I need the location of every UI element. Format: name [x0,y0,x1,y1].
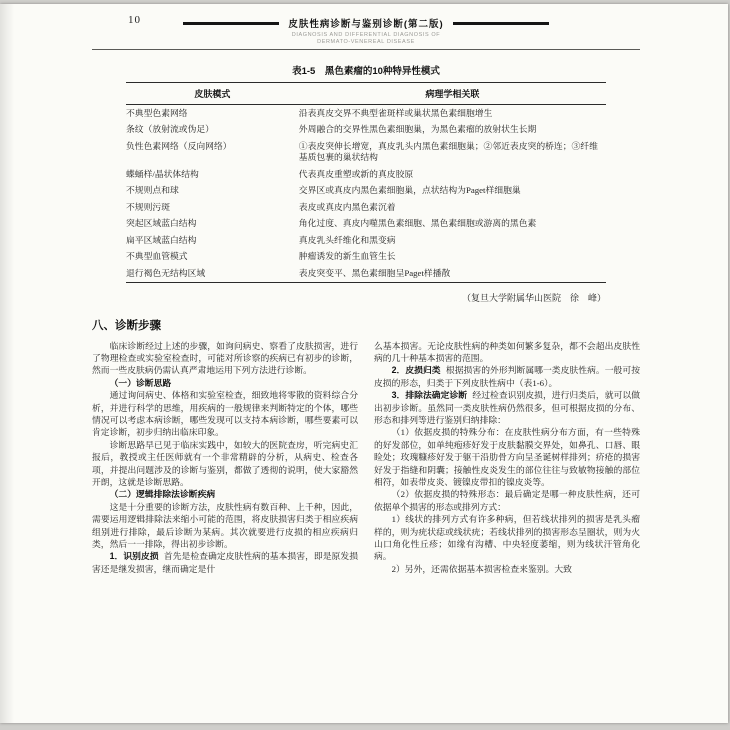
book-subtitle [92,32,640,46]
correlation-cell: 表皮或真皮内黑色素沉着 [298,201,396,212]
table-row [126,183,606,200]
list-item-lead: 3．排除法确定诊断 [391,390,468,401]
table-row [126,265,606,282]
paragraph: 通过询问病史、体格和实验室检查，细致地将零散的资料综合分析，并进行科学的思维，用疾病的一般规律来判断特定的个体，哪些情况可以考虑本病诊断，哪些发现可以支持本病诊断，哪些要素可以肯定诊断，初步归纳出临床印象。 [92,390,358,438]
table-header-row [126,83,606,105]
correlation-cell: 肿瘤诱发的新生血管生长 [298,251,396,261]
table-row [126,166,606,183]
table-caption: 表1-5 黑色素瘤的10种特异性模式 [292,66,440,77]
list-item-text: 根据损害的外形判断属哪一类皮肤性病。一般可按皮损的形态，归类于下列皮肤性病中（表1-6）。 [374,365,640,388]
table-row [126,138,606,166]
list-item-text: 首先是检查确定皮肤性病的基本损害，即是原发损害还是继发损害，继而确定是什 [92,551,358,574]
body-columns [92,340,640,576]
page-number: 10 [128,14,141,26]
correlation-cell: 代表真皮重塑或新的真皮胶原 [298,168,414,179]
table-row [126,232,606,249]
pattern-cell: 条纹（放射流或伪足） [126,124,214,134]
header-divider [92,49,640,50]
table-row [126,249,606,266]
correlation-cell: 沿表真皮交界不典型雀斑样或巢状黑色素细胞增生 [298,107,493,118]
pattern-cell: 不规则点和球 [126,185,179,195]
page-header [92,12,640,50]
correlation-cell: 表皮突变平、黑色素细胞呈Paget样播散 [298,267,451,278]
list-item-lead: 2．皮损归类 [391,365,441,376]
title-rule-right [453,22,549,25]
pattern-cell: 退行褐色无结构区域 [126,267,206,278]
paragraph: 1）线状的排列方式有许多种病，但若线状排列的损害是乳头瘤样的，则为疣状痣或线状疣；若线状排列的损害形态呈圈状，则为火山口角化性丘疹；如缘有沟槽、中央轻度萎缩，则为线状汗管角化病。 [374,514,640,562]
list-item-lead: 1．识别皮损 [109,551,159,562]
paragraph: 临床诊断经过上述的步骤，如询问病史、察看了皮肤损害，进行了物理检查或实验室检查时，可能对所诊察的疾病已有初步的诊断，然而一些皮肤病仍需认真严肃地运用下列方法进行诊断。 [92,340,358,376]
correlation-cell: 外周融合的交界性黑色素细胞巢，为黑色素瘤的放射状生长期 [298,124,537,134]
paragraph [374,364,640,389]
pattern-cell: 不典型血管模式 [126,251,188,261]
correlation-cell: 交界区或真皮内黑色素细胞巢，点状结构为Paget样细胞巢 [298,185,521,195]
correlation-cell: 角化过度、真皮内噬黑色素细胞、黑色素细胞或游离的黑色素 [298,218,537,228]
pattern-cell: 扁平区域蓝白结构 [126,234,197,245]
paragraph: （1）依据皮损的特殊分布：在皮肤性病分布方面，有一些特殊的好发部位，如单纯疱疹好发于皮肤黏膜交界处，如鼻孔、口唇、眼睑处；玫瑰糠疹好发于躯干沿肋骨方向呈圣诞树样排列；疥疮的损害好发于指缝和阴囊；接触性皮炎发生的部位往往与致敏物接触的部位相符，如表带皮炎、镀镍皮带扣的镍皮炎等。 [374,427,640,487]
running-title-row [92,16,640,30]
column-header-skin-pattern: 皮肤模式 [194,89,231,99]
section-heading: 八、诊断步骤 [92,319,161,332]
table-row [126,199,606,216]
table-row [126,216,606,233]
pattern-cell: 不典型色素网络 [126,107,188,118]
table-attribution: （复旦大学附属华山医院 徐 峰） [461,292,606,303]
paragraph [92,550,358,575]
pattern-cell: 蝶蛹样/晶状体结构 [126,168,199,179]
subheading: （二）逻辑排除法诊断疾病 [109,489,216,500]
pattern-cell: 不规则污斑 [126,201,170,212]
list-item-text: 经过检查识别皮损，进行归类后，就可以做出初步诊断。虽然同一类皮肤性病仍然很多，但可根据皮损的分布、形态和排列等进行鉴别归纳排除： [374,390,640,425]
paragraph: 这是十分重要的诊断方法，皮肤性病有数百种、上千种，因此，需要运用逻辑排除法来缩小可能的范围，将皮肤损害归类于相应疾病组别进行排除，最后诊断为某病。其次就要进行皮损的相应疾病归类，然后一一排除，得出初步诊断。 [92,501,358,549]
book-subtitle-line1: DIAGNOSIS AND DIFFERENTIAL DIAGNOSIS OF [291,32,441,38]
correlation-cell: ①表皮突伸长增宽，真皮乳头内黑色素细胞巢；②邻近表皮突的桥连；③纤维基质包裹的巢状结构 [298,140,598,162]
table-row [126,122,606,139]
paragraph [374,389,640,426]
title-rule-left [183,22,279,25]
melanoma-patterns-table [126,82,606,283]
column-header-pathology: 病理学相关联 [425,89,480,99]
left-column [92,340,358,576]
melanoma-patterns-table-wrap [126,82,606,283]
paragraph: （2）依据皮损的特殊形态：最后确定是哪一种皮肤性病，还可依据单个损害的形态或排列方式： [374,489,640,512]
pattern-cell: 负性色素网络（反向网络） [126,140,232,151]
book-page [0,4,728,723]
paragraph: 2）另外，还需依据基本损害检查来鉴别。大致 [391,563,572,574]
paragraph: 诊断思路早已见于临床实践中，如较大的医院查房，听完病史汇报后，教授或主任医师就有一个非常精辟的分析，从病史、检查各项，并提出问题涉及的诊断与鉴别，都做了透彻的说明，使大家豁然开朗，这就是诊断思路。 [92,439,358,487]
pattern-cell: 突起区域蓝白结构 [126,218,197,228]
subheading: （一）诊断思路 [109,377,172,388]
right-column [374,340,640,576]
book-title: 皮肤性病诊断与鉴别诊断(第二版) [288,19,444,30]
book-subtitle-line2: DERMATO-VENEREAL DISEASE [317,39,415,45]
table-row [126,105,606,122]
correlation-cell: 真皮乳头纤维化和黑变病 [298,234,396,245]
paragraph: 么基本损害。无论皮肤性病的种类如何繁多复杂，都不会超出皮肤性病的几十种基本损害的范围。 [374,340,640,363]
